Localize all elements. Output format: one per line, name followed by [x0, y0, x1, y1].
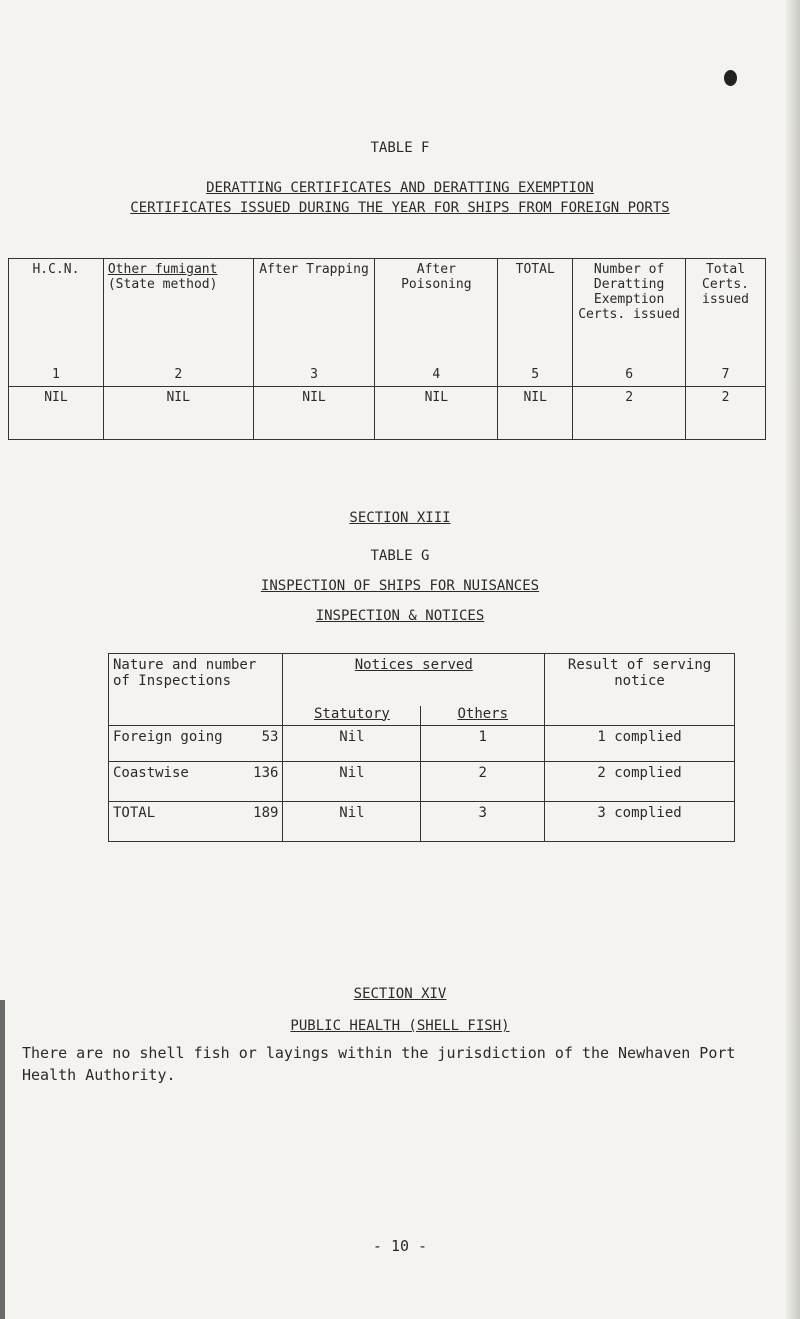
page-number: - 10 -: [372, 1237, 428, 1255]
table-f-header-cell: H.C.N. 1: [9, 259, 104, 387]
notices-served-header: Notices served: [283, 654, 545, 706]
table-f-cell: NIL: [498, 387, 573, 440]
table-g-header-row: [109, 654, 735, 706]
table-g-cell: 1 complied: [545, 725, 735, 761]
table-g-cell: 3: [421, 801, 545, 841]
table-f-header-cell: After Trapping 3: [253, 259, 375, 387]
table-f-cell: NIL: [9, 387, 104, 440]
table-f-title-line1: DERATTING CERTIFICATES AND DERATTING EXEMPTION: [206, 180, 594, 196]
statutory-header: Statutory: [283, 706, 421, 726]
section-14-text: There are no shell fish or layings within the jurisdiction of the Newhaven Port Health Authority.: [22, 1044, 736, 1084]
table-g-subtitle: INSPECTION & NOTICES: [315, 608, 485, 624]
table-f: [8, 258, 766, 440]
table-g-cell: TOTAL 189: [109, 801, 283, 841]
table-f-cell: NIL: [103, 387, 253, 440]
table-g-cell: 1: [421, 725, 545, 761]
table-f-header-cell: Total Certs. issued 7: [686, 259, 766, 387]
section-14-heading: SECTION XIV: [353, 986, 447, 1002]
table-g-label: TABLE G: [370, 548, 430, 564]
table-g-cell: Coastwise 136: [109, 761, 283, 801]
table-f-label: TABLE F: [370, 140, 430, 156]
table-f-cell: 2: [573, 387, 686, 440]
table-f-header-row: [9, 259, 766, 387]
table-g-cell: 2 complied: [545, 761, 735, 801]
table-f-header-cell: Number of Deratting Exemption Certs. issued 6: [573, 259, 686, 387]
page-edge-shadow: [786, 0, 800, 1319]
table-f-cell: NIL: [375, 387, 498, 440]
table-row: [109, 801, 735, 841]
punch-hole-mark: [724, 70, 737, 86]
result-header: Result of serving notice: [545, 654, 735, 726]
table-f-title-line2: CERTIFICATES ISSUED DURING THE YEAR FOR SHIPS FROM FOREIGN PORTS: [130, 200, 670, 216]
table-g-cell: 3 complied: [545, 801, 735, 841]
table-g-cell: Nil: [283, 725, 421, 761]
table-g-cell: Nil: [283, 801, 421, 841]
table-f-data-row: [9, 387, 766, 440]
section-14-title: PUBLIC HEALTH (SHELL FISH): [290, 1018, 510, 1034]
table-row: [109, 725, 735, 761]
table-g-cell: Nil: [283, 761, 421, 801]
table-f-cell: NIL: [253, 387, 375, 440]
table-g-cell: Foreign going 53: [109, 725, 283, 761]
binding-edge: [0, 1000, 5, 1319]
table-g: [108, 653, 735, 842]
section-13-heading: SECTION XIII: [349, 510, 451, 526]
table-f-header-cell: After Poisoning 4: [375, 259, 498, 387]
nature-header: Nature and number of Inspections: [109, 654, 283, 726]
others-header: Others: [421, 706, 545, 726]
table-row: [109, 761, 735, 801]
table-f-header-cell: Other fumigant (State method) 2: [103, 259, 253, 387]
table-f-header-cell: TOTAL 5: [498, 259, 573, 387]
table-f-cell: 2: [686, 387, 766, 440]
table-g-cell: 2: [421, 761, 545, 801]
table-g-title: INSPECTION OF SHIPS FOR NUISANCES: [260, 578, 540, 594]
